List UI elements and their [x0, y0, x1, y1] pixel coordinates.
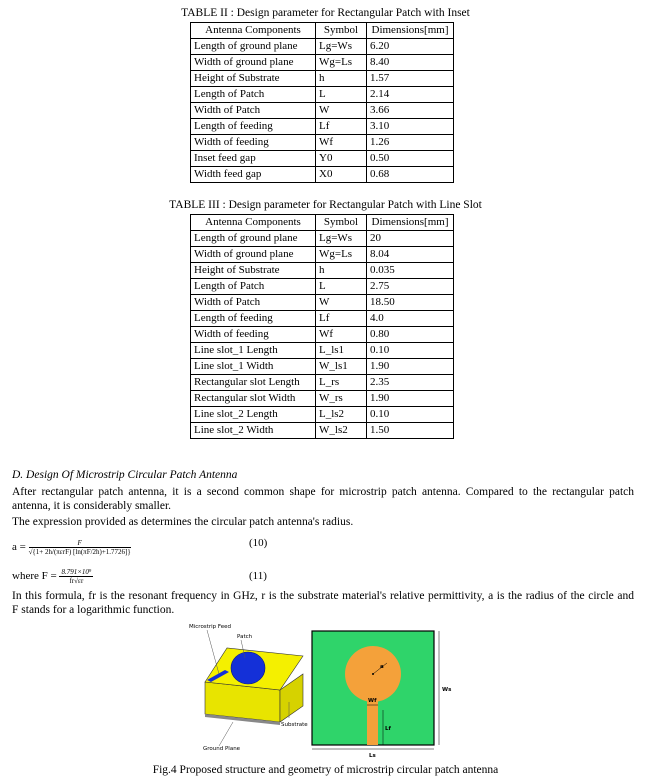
header-cell-component: Antenna Components [191, 215, 316, 231]
cell-component: Width of Patch [191, 295, 316, 311]
table3-caption: TABLE III : Design parameter for Rectangular Patch with Line Slot [169, 199, 482, 211]
table3-row [191, 343, 454, 359]
cell-symbol: L_ls1 [316, 343, 367, 359]
table3-row [191, 295, 454, 311]
cell-dimension: 8.40 [367, 55, 454, 71]
table3-row [191, 327, 454, 343]
table3-row [191, 279, 454, 295]
label-ws: Ws [442, 687, 452, 693]
cell-dimension: 0.035 [367, 263, 454, 279]
eq11-number: (11) [249, 570, 267, 582]
label-patch: Patch [237, 634, 253, 640]
cell-symbol: Wf [316, 327, 367, 343]
circular-patch-3d [231, 652, 265, 684]
cell-component: Line slot_1 Length [191, 343, 316, 359]
table2-caption: TABLE II : Design parameter for Rectangular Patch with Inset [181, 7, 470, 19]
cell-symbol: L [316, 279, 367, 295]
cell-symbol: X0 [316, 167, 367, 183]
eq10-number: (10) [249, 537, 268, 549]
cell-dimension: 2.75 [367, 279, 454, 295]
cell-component: Length of feeding [191, 119, 316, 135]
cell-symbol: Lf [316, 119, 367, 135]
cell-symbol: Y0 [316, 151, 367, 167]
para3-line1: In this formula, fr is the resonant frequency in GHz, r is the substrate material's relative permittivity, a is the radius of the circle and [12, 590, 634, 602]
cell-symbol: Wg=Ls [316, 55, 367, 71]
label-microstrip-feed: Microstrip Feed [189, 624, 231, 630]
table2-header-row [191, 23, 454, 39]
table2-row [191, 151, 454, 167]
cell-dimension: 3.66 [367, 103, 454, 119]
figure-caption: Fig.4 Proposed structure and geometry of microstrip circular patch antenna [152, 764, 499, 776]
eq10-fraction [29, 539, 131, 556]
eq10-lhs: a = [12, 541, 26, 554]
cell-component: Length of Patch [191, 87, 316, 103]
eq11-numerator: 8.791×10⁹ [61, 568, 92, 576]
cell-component: Line slot_2 Width [191, 423, 316, 439]
table2-row [191, 39, 454, 55]
cell-symbol: h [316, 263, 367, 279]
cell-dimension: 0.68 [367, 167, 454, 183]
eq10-denominator: √{1+ 2h/(πεrF) [ln(πF/2h)+1.7726]} [28, 548, 131, 556]
table3 [190, 214, 454, 439]
cell-component: Line slot_2 Length [191, 407, 316, 423]
cell-dimension: 4.0 [367, 311, 454, 327]
cell-symbol: W_ls1 [316, 359, 367, 375]
label-lf: Lf [385, 726, 391, 732]
cell-component: Width of ground plane [191, 247, 316, 263]
cell-symbol: L_ls2 [316, 407, 367, 423]
cell-symbol: Wg=Ls [316, 247, 367, 263]
cell-symbol: W [316, 103, 367, 119]
para3-line2: F stands for a logarithmic function. [12, 604, 175, 616]
cell-symbol: Wf [316, 135, 367, 151]
cell-symbol: Lg=Ws [316, 39, 367, 55]
eq11-denominator: fr√εr [69, 577, 84, 585]
table3-row [191, 247, 454, 263]
cell-dimension: 18.50 [367, 295, 454, 311]
cell-component: Width of feeding [191, 327, 316, 343]
cell-dimension: 1.57 [367, 71, 454, 87]
cell-component: Length of ground plane [191, 231, 316, 247]
header-cell-component: Antenna Components [191, 23, 316, 39]
cell-component: Length of Patch [191, 279, 316, 295]
table3-row [191, 407, 454, 423]
cell-dimension: 8.04 [367, 247, 454, 263]
cell-component: Line slot_1 Width [191, 359, 316, 375]
label-ground-plane: Ground Plane [203, 746, 241, 752]
cell-component: Height of Substrate [191, 263, 316, 279]
header-cell-dimension: Dimensions[mm] [367, 23, 454, 39]
para2: The expression provided as determines the circular patch antenna's radius. [12, 516, 354, 528]
cell-component: Length of feeding [191, 311, 316, 327]
label-wf: Wf [368, 698, 377, 704]
cell-dimension: 0.10 [367, 407, 454, 423]
cell-component: Length of ground plane [191, 39, 316, 55]
cell-dimension: 2.35 [367, 375, 454, 391]
label-radius-a: a [380, 664, 384, 670]
table2 [190, 22, 454, 183]
cell-dimension: 2.14 [367, 87, 454, 103]
label-ls: Ls [369, 753, 376, 759]
cell-dimension: 0.80 [367, 327, 454, 343]
table3-row [191, 359, 454, 375]
cell-symbol: L_rs [316, 375, 367, 391]
cell-symbol: Lf [316, 311, 367, 327]
figure-2d-geometry [305, 628, 455, 760]
table3-row [191, 263, 454, 279]
cell-symbol: W_rs [316, 391, 367, 407]
cell-dimension: 6.20 [367, 39, 454, 55]
eq10-numerator: F [29, 539, 131, 548]
table2-row [191, 71, 454, 87]
cell-dimension: 0.10 [367, 343, 454, 359]
feed-line-2d [367, 700, 378, 745]
table2-row [191, 119, 454, 135]
table2-row [191, 135, 454, 151]
eq10 [12, 539, 131, 556]
table3-header-row [191, 215, 454, 231]
table3-row [191, 311, 454, 327]
cell-dimension: 3.10 [367, 119, 454, 135]
figure-3d-antenna [185, 622, 310, 757]
table2-row [191, 103, 454, 119]
cell-symbol: h [316, 71, 367, 87]
cell-symbol: Lg=Ws [316, 231, 367, 247]
cell-symbol: L [316, 87, 367, 103]
cell-symbol: W [316, 295, 367, 311]
cell-dimension: 1.90 [367, 391, 454, 407]
eq11-fraction [59, 568, 93, 585]
header-cell-dimension: Dimensions[mm] [367, 215, 454, 231]
cell-dimension: 20 [367, 231, 454, 247]
cell-component: Width of ground plane [191, 55, 316, 71]
cell-component: Height of Substrate [191, 71, 316, 87]
para1-line1: After rectangular patch antenna, it is a second common shape for microstrip patch antenna. Compared to the rectangular patch [12, 486, 634, 498]
table3-row [191, 231, 454, 247]
header-cell-symbol: Symbol [316, 215, 367, 231]
table3-row [191, 423, 454, 439]
eq11 [12, 568, 93, 585]
table3-row [191, 391, 454, 407]
table2-row [191, 167, 454, 183]
label-substrate: Substrate [281, 722, 308, 728]
cell-symbol: W_ls2 [316, 423, 367, 439]
cell-dimension: 1.90 [367, 359, 454, 375]
cell-component: Width feed gap [191, 167, 316, 183]
para1-line2: antenna, it is considerably smaller. [12, 500, 172, 512]
cell-dimension: 1.26 [367, 135, 454, 151]
table3-row [191, 375, 454, 391]
cell-component: Inset feed gap [191, 151, 316, 167]
cell-component: Rectangular slot Width [191, 391, 316, 407]
eq11-lhs: where F = [12, 570, 57, 583]
table2-row [191, 55, 454, 71]
cell-component: Width of feeding [191, 135, 316, 151]
cell-component: Width of Patch [191, 103, 316, 119]
cell-component: Rectangular slot Length [191, 375, 316, 391]
cell-dimension: 0.50 [367, 151, 454, 167]
header-cell-symbol: Symbol [316, 23, 367, 39]
cell-dimension: 1.50 [367, 423, 454, 439]
section-heading: D. Design Of Microstrip Circular Patch Antenna [12, 469, 238, 481]
table2-row [191, 87, 454, 103]
